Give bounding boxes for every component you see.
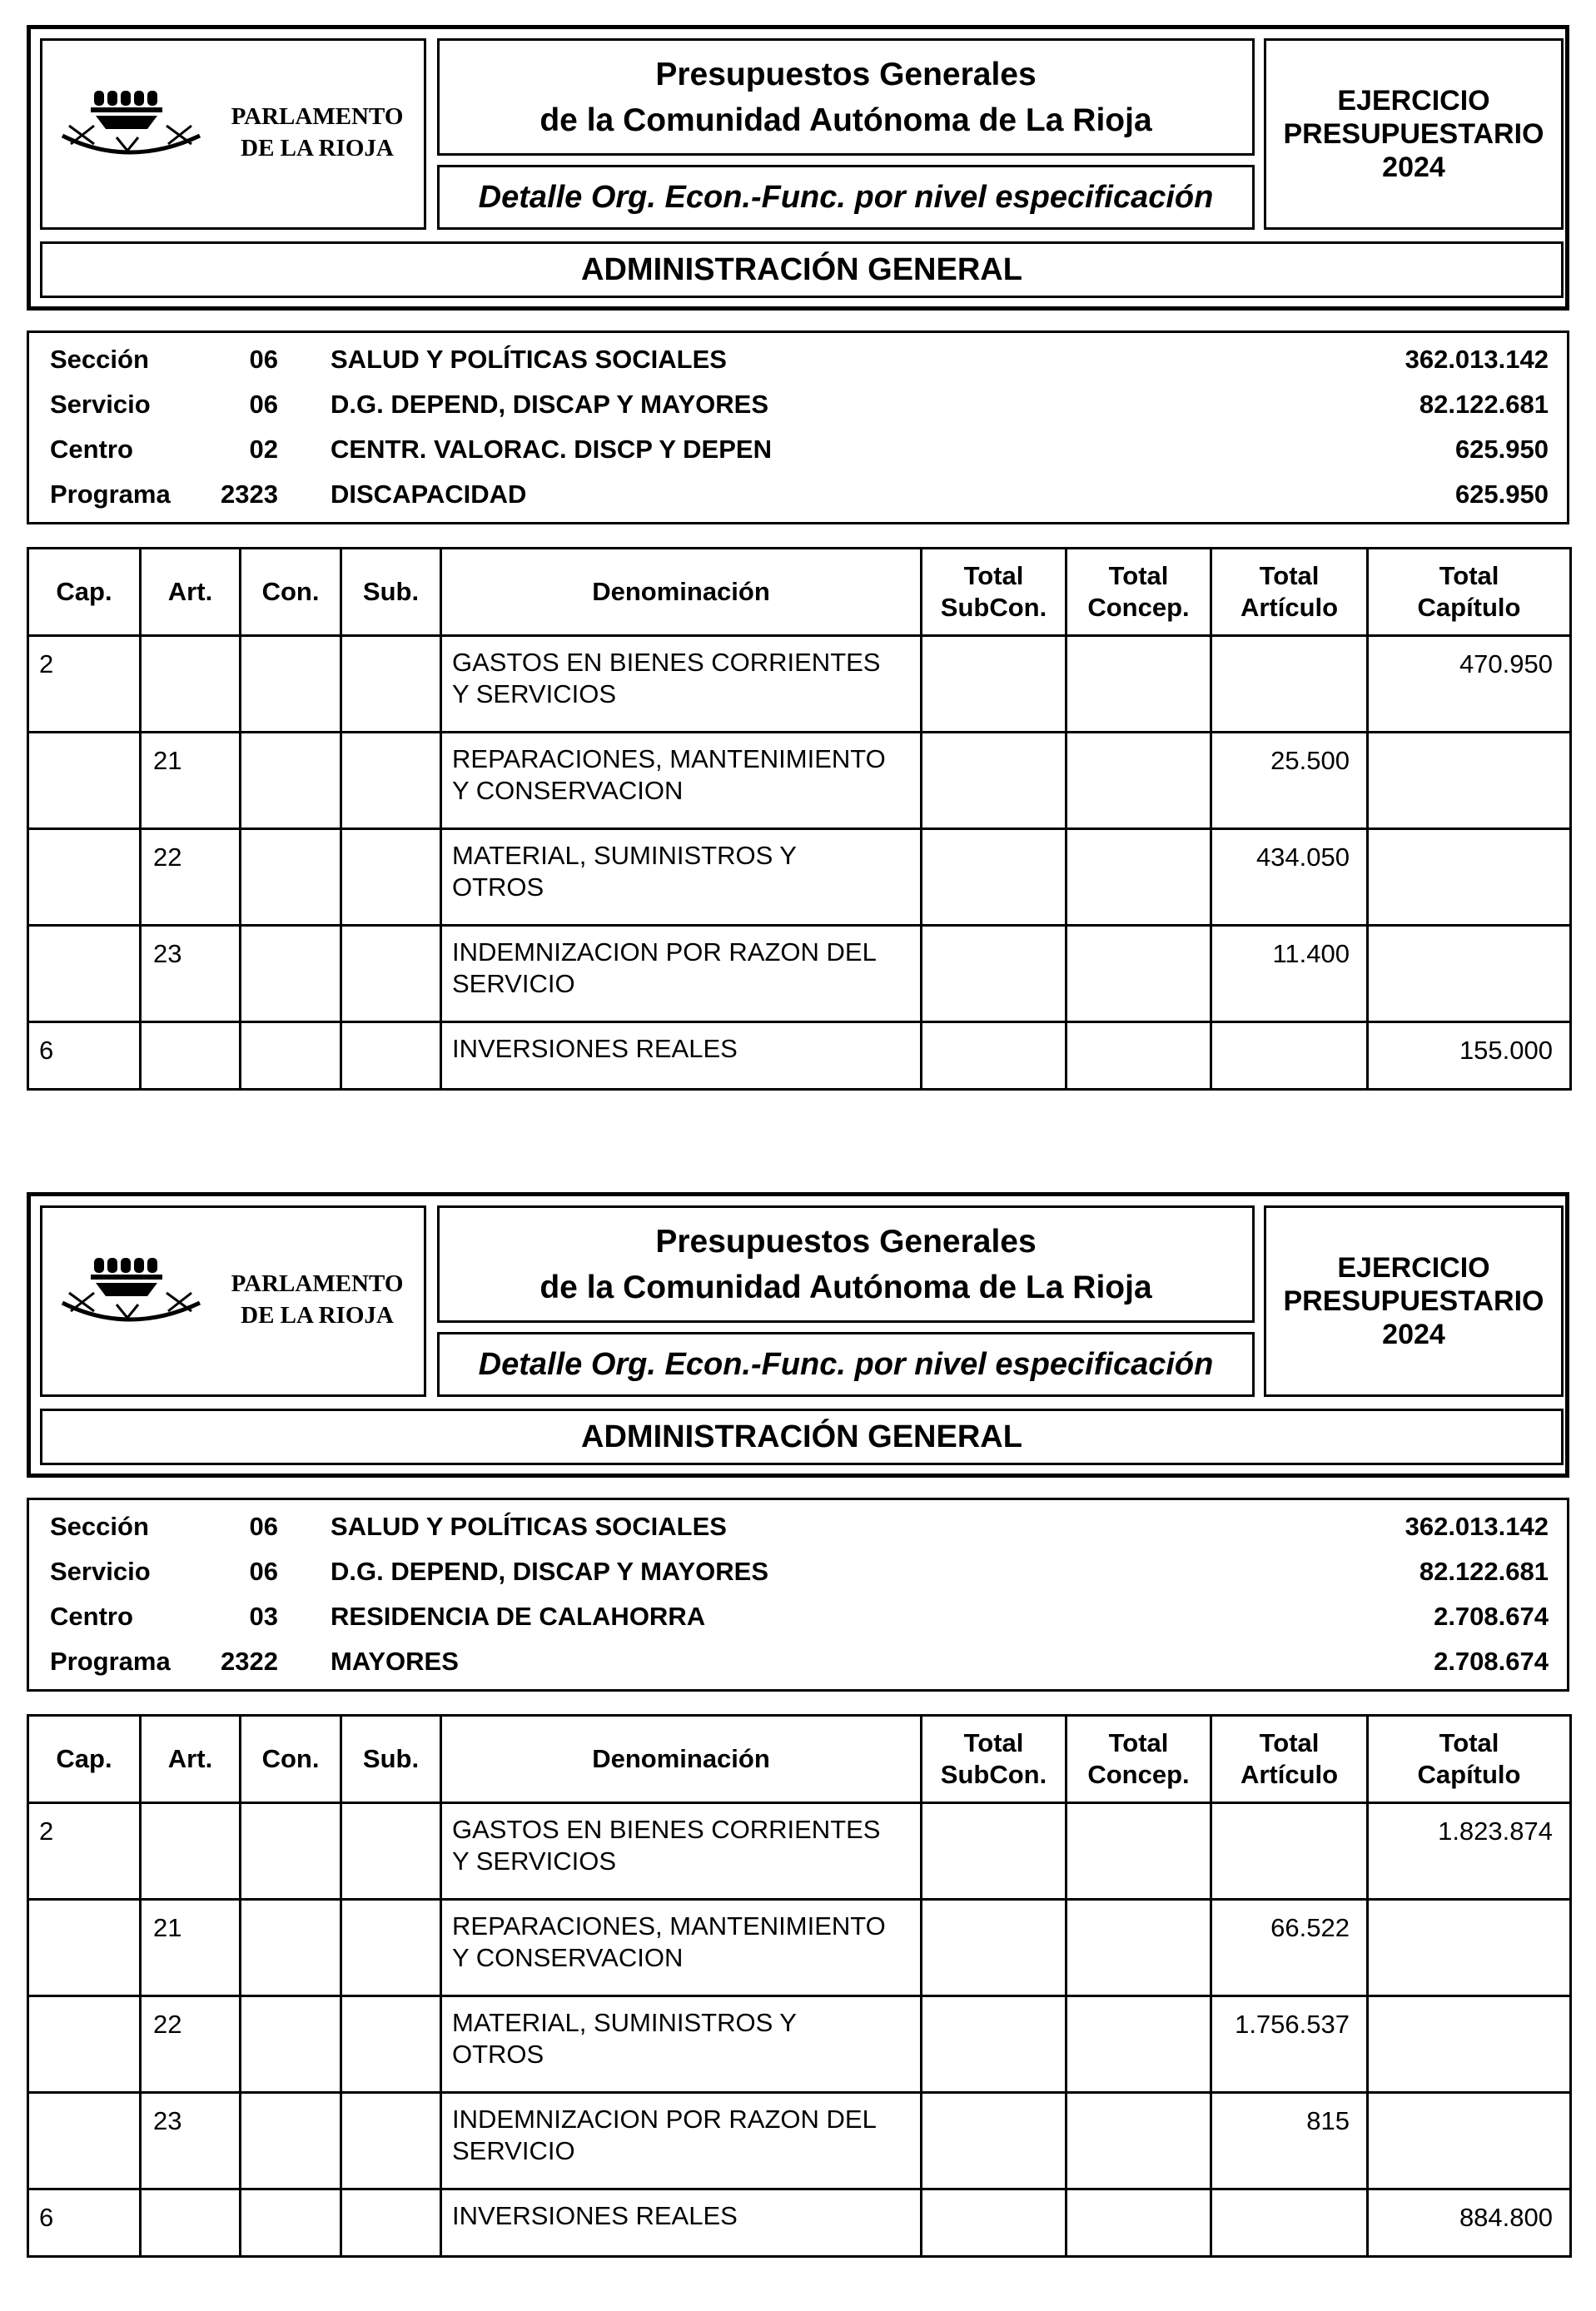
info-amount: 625.950 bbox=[1454, 435, 1549, 464]
info-label: Sección bbox=[50, 345, 149, 374]
header-line: Total bbox=[963, 561, 1024, 590]
title-line2: de la Comunidad Autónoma de La Rioja bbox=[539, 1269, 1152, 1305]
col-header-total-concep bbox=[1066, 1716, 1211, 1803]
cell-con bbox=[241, 2189, 341, 2257]
cell-denominacion bbox=[441, 2093, 922, 2189]
cell-total-subcon bbox=[922, 926, 1066, 1022]
cell-total-subcon bbox=[922, 1803, 1066, 1900]
cell-denominacion bbox=[441, 636, 922, 733]
info-label: Servicio bbox=[50, 1557, 151, 1586]
table-row bbox=[28, 1996, 1571, 2093]
col-header-con: Con. bbox=[241, 549, 341, 636]
document-title bbox=[437, 38, 1255, 156]
info-label: Centro bbox=[50, 435, 133, 464]
logo-text-line1: PARLAMENTO bbox=[231, 1270, 404, 1297]
den-line: INDEMNIZACION POR RAZON DEL bbox=[452, 937, 877, 967]
cell-total-articulo: 11.400 bbox=[1211, 926, 1368, 1022]
header-line: Artículo bbox=[1240, 593, 1339, 622]
den-line: MATERIAL, SUMINISTROS Y bbox=[452, 841, 797, 870]
cell-cap: 2 bbox=[28, 636, 141, 733]
cell-art: 23 bbox=[141, 926, 241, 1022]
cell-total-subcon bbox=[922, 1022, 1066, 1090]
den-line: MATERIAL, SUMINISTROS Y bbox=[452, 2008, 797, 2037]
table-header-row bbox=[28, 549, 1571, 636]
cell-art bbox=[141, 1803, 241, 1900]
document-header bbox=[27, 1192, 1569, 1478]
den-line: Y SERVICIOS bbox=[452, 679, 616, 708]
cell-denominacion bbox=[441, 926, 922, 1022]
header-line: Total bbox=[1108, 1728, 1169, 1757]
cell-con bbox=[241, 1900, 341, 1996]
info-code: 06 bbox=[249, 390, 278, 419]
info-code: 2323 bbox=[221, 480, 278, 509]
fiscal-year-box bbox=[1264, 1205, 1564, 1397]
title-line1: Presupuestos Generales bbox=[655, 56, 1037, 92]
info-name: CENTR. VALORAC. DISCP Y DEPEN bbox=[331, 435, 772, 464]
document-header bbox=[27, 25, 1569, 311]
col-header-total-subcon bbox=[922, 549, 1066, 636]
info-name: SALUD Y POLÍTICAS SOCIALES bbox=[331, 1512, 727, 1541]
cell-con bbox=[241, 926, 341, 1022]
col-header-total-capitulo bbox=[1368, 549, 1571, 636]
col-header-total-concep bbox=[1066, 549, 1211, 636]
den-line: Y CONSERVACION bbox=[452, 776, 684, 805]
cell-total-articulo: 25.500 bbox=[1211, 733, 1368, 829]
cell-art: 21 bbox=[141, 1900, 241, 1996]
cell-denominacion bbox=[441, 733, 922, 829]
cell-sub bbox=[341, 926, 441, 1022]
info-row-centro bbox=[29, 426, 1567, 471]
cell-total-subcon bbox=[922, 636, 1066, 733]
cell-total-capitulo bbox=[1368, 733, 1571, 829]
den-line: SERVICIO bbox=[452, 2136, 575, 2165]
info-amount: 2.708.674 bbox=[1434, 1647, 1549, 1676]
info-row-seccion bbox=[29, 336, 1567, 381]
table-row bbox=[28, 1803, 1571, 1900]
cell-cap bbox=[28, 926, 141, 1022]
cell-total-subcon bbox=[922, 1900, 1066, 1996]
cell-total-capitulo bbox=[1368, 926, 1571, 1022]
info-code: 02 bbox=[249, 435, 278, 464]
cell-total-capitulo bbox=[1368, 829, 1571, 926]
parliament-logo-icon bbox=[54, 77, 212, 169]
header-line: SubCon. bbox=[940, 593, 1047, 622]
cell-total-capitulo bbox=[1368, 1996, 1571, 2093]
info-code: 06 bbox=[249, 345, 278, 374]
cell-total-articulo: 1.756.537 bbox=[1211, 1996, 1368, 2093]
fiscal-year: 2024 bbox=[1382, 152, 1445, 183]
cell-total-capitulo: 155.000 bbox=[1368, 1022, 1571, 1090]
table-row bbox=[28, 2093, 1571, 2189]
info-row-centro bbox=[29, 1593, 1567, 1638]
cell-cap: 6 bbox=[28, 2189, 141, 2257]
info-name: DISCAPACIDAD bbox=[331, 480, 527, 509]
cell-con bbox=[241, 2093, 341, 2189]
cell-total-subcon bbox=[922, 829, 1066, 926]
header-line: Total bbox=[963, 1728, 1024, 1757]
col-header-art: Art. bbox=[141, 1716, 241, 1803]
col-header-denominacion: Denominación bbox=[441, 1716, 922, 1803]
cell-total-concep bbox=[1066, 2189, 1211, 2257]
info-row-seccion bbox=[29, 1503, 1567, 1548]
fiscal-year-box bbox=[1264, 38, 1564, 230]
cell-sub bbox=[341, 829, 441, 926]
cell-sub bbox=[341, 1803, 441, 1900]
info-code: 2322 bbox=[221, 1647, 278, 1676]
cell-art: 21 bbox=[141, 733, 241, 829]
cell-total-articulo: 66.522 bbox=[1211, 1900, 1368, 1996]
cell-cap bbox=[28, 2093, 141, 2189]
header-line: Capítulo bbox=[1417, 1760, 1521, 1789]
cell-art: 23 bbox=[141, 2093, 241, 2189]
info-amount: 82.122.681 bbox=[1419, 1557, 1549, 1586]
info-amount: 625.950 bbox=[1454, 480, 1549, 509]
cell-art: 22 bbox=[141, 1996, 241, 2093]
cell-total-capitulo bbox=[1368, 2093, 1571, 2189]
cell-total-concep bbox=[1066, 1996, 1211, 2093]
presupuestario-label: PRESUPUESTARIO bbox=[1283, 1285, 1544, 1317]
info-name: D.G. DEPEND, DISCAP Y MAYORES bbox=[331, 390, 769, 419]
info-row-servicio bbox=[29, 1548, 1567, 1593]
cell-cap bbox=[28, 733, 141, 829]
document-subtitle: Detalle Org. Econ.-Func. por nivel especificación bbox=[437, 165, 1255, 230]
cell-total-concep bbox=[1066, 733, 1211, 829]
cell-cap bbox=[28, 1996, 141, 2093]
header-line: Total bbox=[1439, 561, 1499, 590]
org-info-panel bbox=[27, 1498, 1569, 1692]
header-line: Total bbox=[1259, 1728, 1320, 1757]
cell-total-capitulo: 1.823.874 bbox=[1368, 1803, 1571, 1900]
info-label: Servicio bbox=[50, 390, 151, 419]
cell-sub bbox=[341, 1022, 441, 1090]
cell-total-capitulo: 470.950 bbox=[1368, 636, 1571, 733]
den-line: GASTOS EN BIENES CORRIENTES bbox=[452, 648, 881, 677]
cell-total-subcon bbox=[922, 2093, 1066, 2189]
logo-text bbox=[217, 1268, 417, 1331]
info-amount: 2.708.674 bbox=[1434, 1602, 1549, 1631]
cell-total-articulo: 434.050 bbox=[1211, 829, 1368, 926]
info-code: 06 bbox=[249, 1512, 278, 1541]
table-row bbox=[28, 636, 1571, 733]
den-line: INVERSIONES REALES bbox=[452, 1034, 738, 1063]
info-amount: 362.013.142 bbox=[1405, 1512, 1549, 1541]
den-line: SERVICIO bbox=[452, 969, 575, 998]
cell-sub bbox=[341, 2189, 441, 2257]
ejercicio-label: EJERCICIO bbox=[1337, 85, 1490, 117]
document-title bbox=[437, 1205, 1255, 1323]
cell-sub bbox=[341, 1900, 441, 1996]
header-line: Concep. bbox=[1087, 1760, 1190, 1789]
info-name: D.G. DEPEND, DISCAP Y MAYORES bbox=[331, 1557, 769, 1586]
cell-total-capitulo bbox=[1368, 1900, 1571, 1996]
cell-art bbox=[141, 1022, 241, 1090]
logo-box bbox=[40, 38, 426, 230]
col-header-total-articulo bbox=[1211, 1716, 1368, 1803]
budget-table bbox=[27, 547, 1572, 1091]
administration-title: ADMINISTRACIÓN GENERAL bbox=[40, 241, 1564, 298]
cell-con bbox=[241, 733, 341, 829]
cell-total-concep bbox=[1066, 1803, 1211, 1900]
cell-denominacion bbox=[441, 829, 922, 926]
den-line: REPARACIONES, MANTENIMIENTO bbox=[452, 1911, 886, 1941]
cell-art bbox=[141, 636, 241, 733]
info-name: SALUD Y POLÍTICAS SOCIALES bbox=[331, 345, 727, 374]
table-row bbox=[28, 1900, 1571, 1996]
cell-denominacion bbox=[441, 1022, 922, 1090]
cell-denominacion bbox=[441, 1996, 922, 2093]
header-line: Total bbox=[1259, 561, 1320, 590]
cell-total-concep bbox=[1066, 926, 1211, 1022]
cell-sub bbox=[341, 733, 441, 829]
cell-total-concep bbox=[1066, 636, 1211, 733]
cell-cap bbox=[28, 1900, 141, 1996]
info-label: Programa bbox=[50, 1647, 171, 1676]
cell-con bbox=[241, 1022, 341, 1090]
col-header-denominacion: Denominación bbox=[441, 549, 922, 636]
info-row-programa bbox=[29, 1638, 1567, 1683]
budget-table bbox=[27, 1714, 1572, 2258]
cell-total-concep bbox=[1066, 1022, 1211, 1090]
cell-cap: 6 bbox=[28, 1022, 141, 1090]
cell-cap: 2 bbox=[28, 1803, 141, 1900]
cell-sub bbox=[341, 636, 441, 733]
info-row-programa bbox=[29, 471, 1567, 516]
header-line: Concep. bbox=[1087, 593, 1190, 622]
den-line: REPARACIONES, MANTENIMIENTO bbox=[452, 744, 886, 773]
cell-total-concep bbox=[1066, 829, 1211, 926]
info-amount: 362.013.142 bbox=[1405, 345, 1549, 374]
table-header-row bbox=[28, 1716, 1571, 1803]
cell-total-subcon bbox=[922, 1996, 1066, 2093]
info-label: Centro bbox=[50, 1602, 133, 1631]
info-label: Programa bbox=[50, 480, 171, 509]
presupuestario-label: PRESUPUESTARIO bbox=[1283, 118, 1544, 150]
cell-total-capitulo: 884.800 bbox=[1368, 2189, 1571, 2257]
den-line: INDEMNIZACION POR RAZON DEL bbox=[452, 2105, 877, 2134]
cell-denominacion bbox=[441, 2189, 922, 2257]
title-line2: de la Comunidad Autónoma de La Rioja bbox=[539, 102, 1152, 138]
col-header-art: Art. bbox=[141, 549, 241, 636]
info-code: 03 bbox=[249, 1602, 278, 1631]
info-code: 06 bbox=[249, 1557, 278, 1586]
logo-text-line2: DE LA RIOJA bbox=[241, 135, 394, 162]
cell-art: 22 bbox=[141, 829, 241, 926]
table-row bbox=[28, 926, 1571, 1022]
header-line: Total bbox=[1108, 561, 1169, 590]
document-subtitle: Detalle Org. Econ.-Func. por nivel especificación bbox=[437, 1332, 1255, 1397]
fiscal-year: 2024 bbox=[1382, 1319, 1445, 1350]
cell-total-subcon bbox=[922, 2189, 1066, 2257]
administration-title: ADMINISTRACIÓN GENERAL bbox=[40, 1409, 1564, 1465]
den-line: GASTOS EN BIENES CORRIENTES bbox=[452, 1815, 881, 1844]
den-line: Y SERVICIOS bbox=[452, 1846, 616, 1876]
cell-art bbox=[141, 2189, 241, 2257]
cell-denominacion bbox=[441, 1803, 922, 1900]
header-line: Artículo bbox=[1240, 1760, 1339, 1789]
table-row bbox=[28, 829, 1571, 926]
title-line1: Presupuestos Generales bbox=[655, 1223, 1037, 1260]
logo-text bbox=[217, 101, 417, 164]
cell-con bbox=[241, 1803, 341, 1900]
col-header-sub: Sub. bbox=[341, 1716, 441, 1803]
info-amount: 82.122.681 bbox=[1419, 390, 1549, 419]
logo-text-line2: DE LA RIOJA bbox=[241, 1302, 394, 1329]
cell-total-articulo bbox=[1211, 1803, 1368, 1900]
table-row bbox=[28, 2189, 1571, 2257]
parliament-logo-icon bbox=[54, 1245, 212, 1336]
budget-block-2 bbox=[27, 1192, 1569, 2258]
ejercicio-label: EJERCICIO bbox=[1337, 1252, 1490, 1284]
col-header-total-capitulo bbox=[1368, 1716, 1571, 1803]
col-header-total-subcon bbox=[922, 1716, 1066, 1803]
cell-total-concep bbox=[1066, 1900, 1211, 1996]
info-name: RESIDENCIA DE CALAHORRA bbox=[331, 1602, 706, 1631]
cell-total-articulo bbox=[1211, 636, 1368, 733]
cell-sub bbox=[341, 1996, 441, 2093]
header-line: Capítulo bbox=[1417, 593, 1521, 622]
den-line: OTROS bbox=[452, 2040, 544, 2069]
logo-text-line1: PARLAMENTO bbox=[231, 103, 404, 130]
table-row bbox=[28, 733, 1571, 829]
den-line: INVERSIONES REALES bbox=[452, 2201, 738, 2230]
info-label: Sección bbox=[50, 1512, 149, 1541]
col-header-sub: Sub. bbox=[341, 549, 441, 636]
header-line: SubCon. bbox=[940, 1760, 1047, 1789]
header-line: Total bbox=[1439, 1728, 1499, 1757]
col-header-total-articulo bbox=[1211, 549, 1368, 636]
cell-con bbox=[241, 636, 341, 733]
cell-con bbox=[241, 1996, 341, 2093]
cell-total-articulo bbox=[1211, 1022, 1368, 1090]
cell-total-subcon bbox=[922, 733, 1066, 829]
den-line: OTROS bbox=[452, 872, 544, 902]
col-header-con: Con. bbox=[241, 1716, 341, 1803]
den-line: Y CONSERVACION bbox=[452, 1943, 684, 1972]
cell-cap bbox=[28, 829, 141, 926]
org-info-panel bbox=[27, 330, 1569, 524]
budget-block-1 bbox=[27, 25, 1569, 1091]
cell-sub bbox=[341, 2093, 441, 2189]
col-header-cap: Cap. bbox=[28, 1716, 141, 1803]
cell-denominacion bbox=[441, 1900, 922, 1996]
table-row bbox=[28, 1022, 1571, 1090]
logo-box bbox=[40, 1205, 426, 1397]
col-header-cap: Cap. bbox=[28, 549, 141, 636]
cell-total-articulo: 815 bbox=[1211, 2093, 1368, 2189]
info-row-servicio bbox=[29, 381, 1567, 426]
cell-total-concep bbox=[1066, 2093, 1211, 2189]
info-name: MAYORES bbox=[331, 1647, 459, 1676]
cell-total-articulo bbox=[1211, 2189, 1368, 2257]
cell-con bbox=[241, 829, 341, 926]
